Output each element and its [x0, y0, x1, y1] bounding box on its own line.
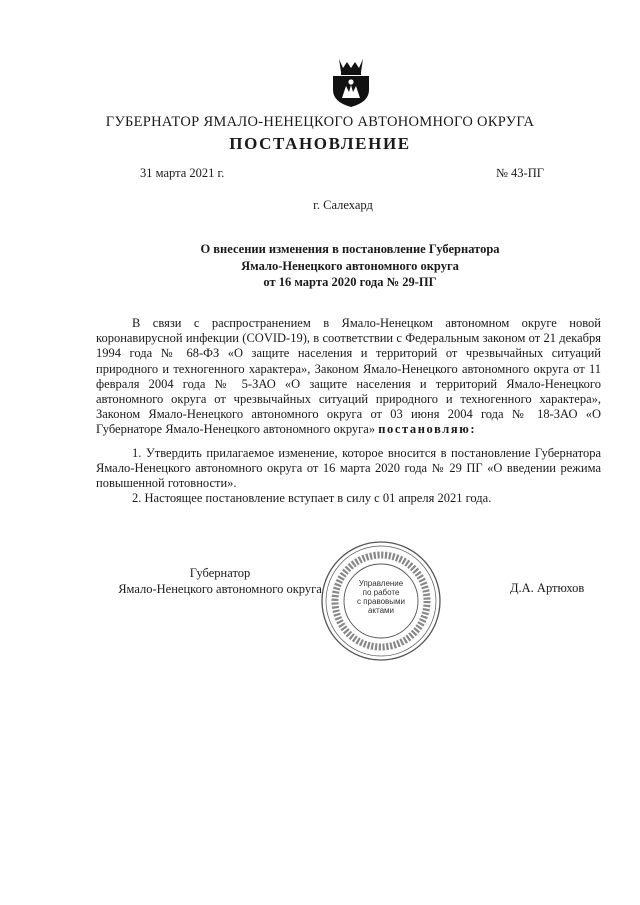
document-title — [100, 241, 600, 291]
signatory-position-line: Ямало-Ненецкого автономного округа — [118, 581, 322, 596]
signatory-name: Д.А. Артюхов — [510, 581, 585, 595]
stamp-line: актами — [367, 606, 395, 615]
issuing-authority: ГУБЕРНАТОР ЯМАЛО-НЕНЕЦКОГО АВТОНОМНОГО ОКРУГА — [105, 114, 535, 130]
decree-word: постановляю: — [378, 422, 477, 437]
document-type: ПОСТАНОВЛЕНИЕ — [229, 134, 411, 153]
stamp-center-text — [338, 579, 424, 615]
document-number: № 43-ПГ — [496, 166, 544, 180]
stamp-line: с правовыми — [356, 597, 406, 606]
decree-item: 1. Утвердить прилагаемое изменение, которое вносится в постановление Губернатора Ямало-Ненецкого автономного округа от 16 марта 2020 года № 29 ПГ «О введении режима повышенной готовности». — [96, 445, 601, 491]
coat-of-arms-emblem — [330, 56, 372, 108]
stamp-line: по работе — [362, 588, 400, 597]
decree-item: 2. Настоящее постановление вступает в силу с 01 апреля 2021 года. — [132, 491, 492, 506]
document-date: 31 марта 2021 г. — [140, 166, 225, 180]
preamble-text: В связи с распространением в Ямало-Ненецком автономном округе новой коронавирусной инфекции (COVID-19), в соответствии с Федеральным законом от 21 декабря 1994 года № 68-ФЗ «О защите населения и территорий от чрезвычайных ситуаций природного и техногенного характера», Законом Ямало-Ненецкого автономного округа от 11 февраля 2004 года № 5-ЗАО «О защите населения и территорий Ямало-Ненецкого автономного округа от чрезвычайных ситуаций природного и техногенного характера», Законом Ямало-Ненецкого автономного округа от 03 июня 2004 года № 18-ЗАО «О Губернаторе Ямало-Ненецкого автономного округа» — [96, 316, 601, 437]
signatory-position-line: Губернатор — [189, 566, 251, 580]
title-line: О внесении изменения в постановление Губернатора — [200, 242, 500, 256]
title-line: от 16 марта 2020 года № 29-ПГ — [263, 275, 437, 289]
signatory-position — [96, 566, 344, 597]
stamp-line: Управление — [358, 579, 404, 588]
document-body — [96, 316, 601, 506]
title-line: Ямало-Ненецкого автономного округа — [241, 258, 459, 273]
preamble-paragraph — [96, 316, 601, 438]
document-city: г. Салехард — [313, 198, 373, 212]
